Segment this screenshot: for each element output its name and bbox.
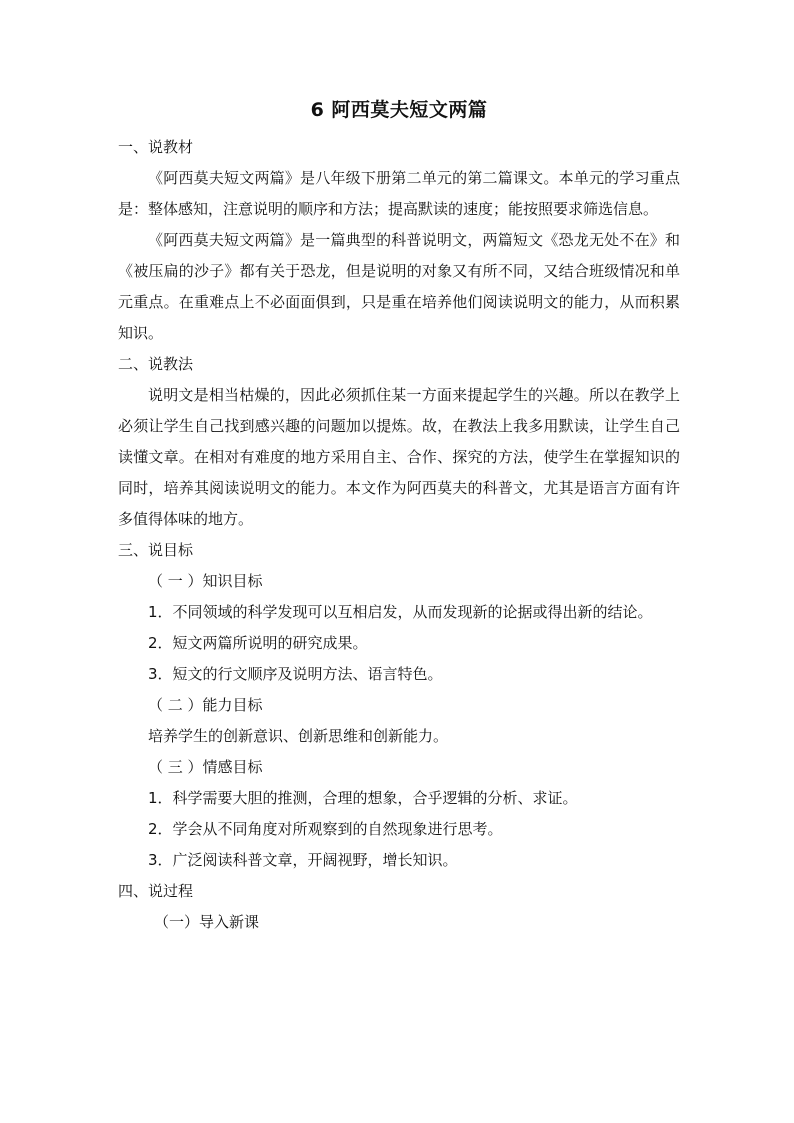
subheading-emotion-objectives: （ 三 ）情感目标	[148, 758, 263, 776]
section-heading-teaching-material: 一、说教材	[118, 138, 194, 156]
list-item-knowledge-1: 1．不同领域的科学发现可以互相启发，从而发现新的论据或得出新的结论。	[148, 603, 653, 621]
document-title: 6 阿西莫夫短文两篇	[310, 99, 488, 121]
list-item-emotion-3: 3．广泛阅读科普文章，开阔视野，增长知识。	[148, 851, 458, 869]
paragraph-method-1: 说明文是相当枯燥的，因此必须抓住某一方面来提起学生的兴趣。所以在教学上必须让学生自己找到感兴趣的问题加以提炼。故，在教法上我多用默读，让学生自己读懂文章。在相对有难度的地方采用自主、合作、探究的方法，使学生在掌握知识的同时，培养其阅读说明文的能力。本文作为阿西莫夫的科普文，尤其是语言方面有许多值得体味的地方。	[118, 386, 680, 528]
section-heading-teaching-method: 二、说教法	[118, 355, 194, 373]
subheading-introduction: （一）导入新课	[154, 913, 260, 931]
ability-objective-text: 培养学生的创新意识、创新思维和创新能力。	[148, 727, 449, 745]
paragraph-material-2: 《阿西莫夫短文两篇》是一篇典型的科普说明文，两篇短文《恐龙无处不在》和《被压扁的沙子》都有关于恐龙，但是说明的对象又有所不同，又结合班级情况和单元重点。在重难点上不必面面俱到，只是重在培养他们阅读说明文的能力，从而积累知识。	[118, 231, 680, 342]
document-page	[118, 96, 680, 938]
paragraph-material-1: 《阿西莫夫短文两篇》是八年级下册第二单元的第二篇课文。本单元的学习重点是：整体感知，注意说明的顺序和方法；提高默读的速度；能按照要求筛选信息。	[118, 169, 680, 218]
subheading-knowledge-objectives: （ 一 ）知识目标	[148, 572, 263, 590]
section-heading-process: 四、说过程	[118, 882, 194, 900]
list-item-knowledge-2: 2．短文两篇所说明的研究成果。	[148, 634, 368, 652]
section-heading-objectives: 三、说目标	[118, 541, 194, 559]
list-item-emotion-1: 1．科学需要大胆的推测，合理的想象，合乎逻辑的分析、求证。	[148, 789, 578, 807]
subheading-ability-objectives: （ 二 ）能力目标	[148, 696, 263, 714]
list-item-knowledge-3: 3．短文的行文顺序及说明方法、语言特色。	[148, 665, 443, 683]
list-item-emotion-2: 2．学会从不同角度对所观察到的自然现象进行思考。	[148, 820, 503, 838]
